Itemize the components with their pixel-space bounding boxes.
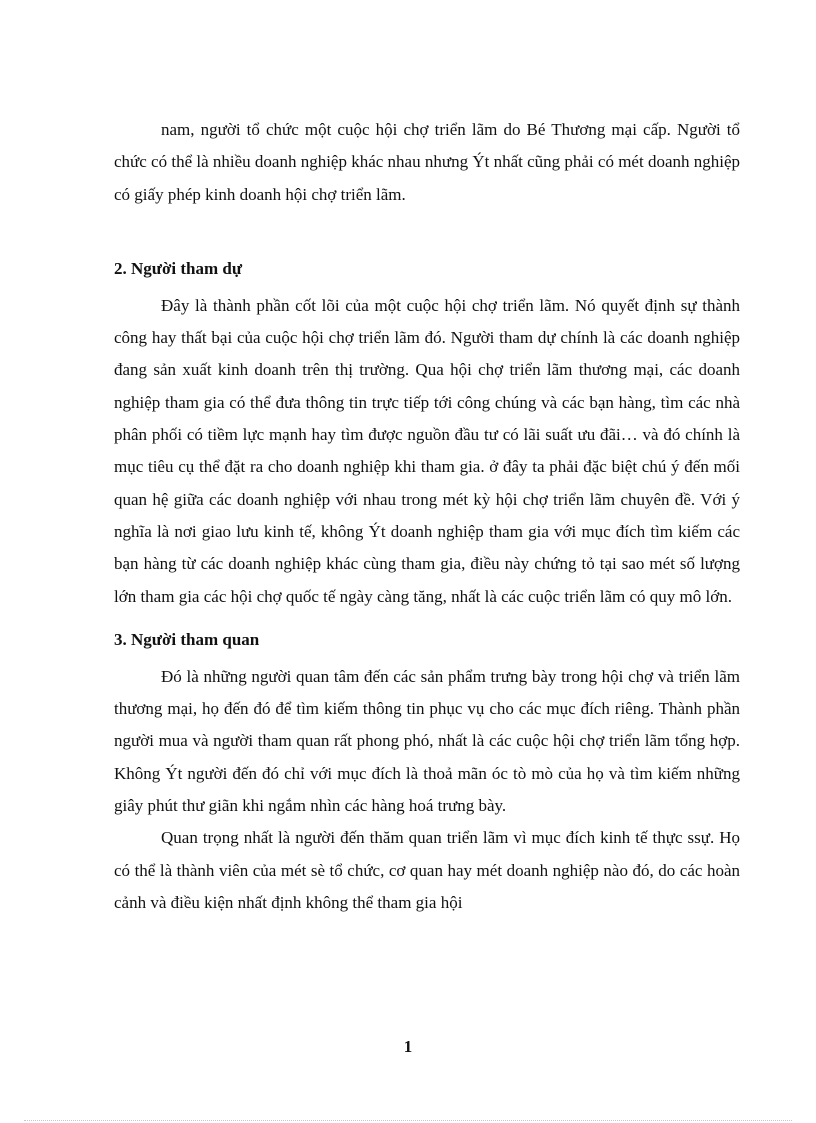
visitors-paragraph-2: Quan trọng nhất là người đến thăm quan triển lãm vì mục đích kinh tế thực ssự. Họ có thể là thành viên của mét sè tổ chức, cơ quan hay mét doanh nghiệp nào đó, do các hoàn cảnh và điều kiện nhất định không thể tham gia hội	[114, 828, 740, 912]
section-heading-visitors: 3. Người tham quan	[114, 629, 260, 649]
intro-paragraph: nam, người tổ chức một cuộc hội chợ triển lãm do Bé Thương mại cấp. Người tổ chức có thể là nhiều doanh nghiệp khác nhau nhưng Ýt nhất cũng phải có mét doanh nghiệp có giấy phép kinh doanh hội chợ triển lãm.	[114, 120, 741, 204]
section-heading-participants: 2. Người tham dự	[114, 258, 243, 278]
document-page	[114, 114, 740, 919]
participants-paragraph: Đây là thành phần cốt lõi của một cuộc hội chợ triển lãm. Nó quyết định sự thành công hay thất bại của cuộc hội chợ triển lãm đó. Người tham dự chính là các doanh nghiệp đang sản xuất kinh doanh trên thị trường. Qua hội chợ triển lãm thương mại, các doanh nghiệp tham gia có thể đưa thông tin trực tiếp tới công chúng và các bạn hàng, tìm các nhà phân phối có tiềm lực mạnh hay tìm được nguồn đầu tư có lãi suất ưu đãi… và đó chính là mục tiêu cụ thể đặt ra cho doanh nghiệp khi tham gia. ở đây ta phải đặc biệt chú ý đến mối quan hệ giữa các doanh nghiệp với nhau trong mét kỳ hội chợ triển lãm chuyên đề. Với ý nghĩa là nơi giao lưu kinh tế, không Ýt doanh nghiệp tham gia với mục đích tìm kiếm các bạn hàng từ các doanh nghiệp khác cùng tham gia, điều này chứng tỏ tại sao mét số lượng lớn tham gia các hội chợ quốc tế ngày càng tăng, nhất là các cuộc triển lãm có quy mô lớn.	[114, 295, 740, 606]
page-bottom-divider	[24, 1120, 792, 1121]
page-number: 1	[403, 1037, 413, 1056]
visitors-paragraph-1: Đó là những người quan tâm đến các sản phẩm trưng bày trong hội chợ và triển lãm thương mại, họ đến đó để tìm kiếm thông tin phục vụ cho các mục đích riêng. Thành phần người mua và người tham quan rất phong phó, nhất là các cuộc hội chợ triển lãm tổng hợp. Không Ýt người đến đó chỉ với mục đích là thoả mãn óc tò mò của họ và tìm kiếm những giây phút thư giãn khi ngắm nhìn các hàng hoá trưng bày.	[114, 666, 740, 816]
